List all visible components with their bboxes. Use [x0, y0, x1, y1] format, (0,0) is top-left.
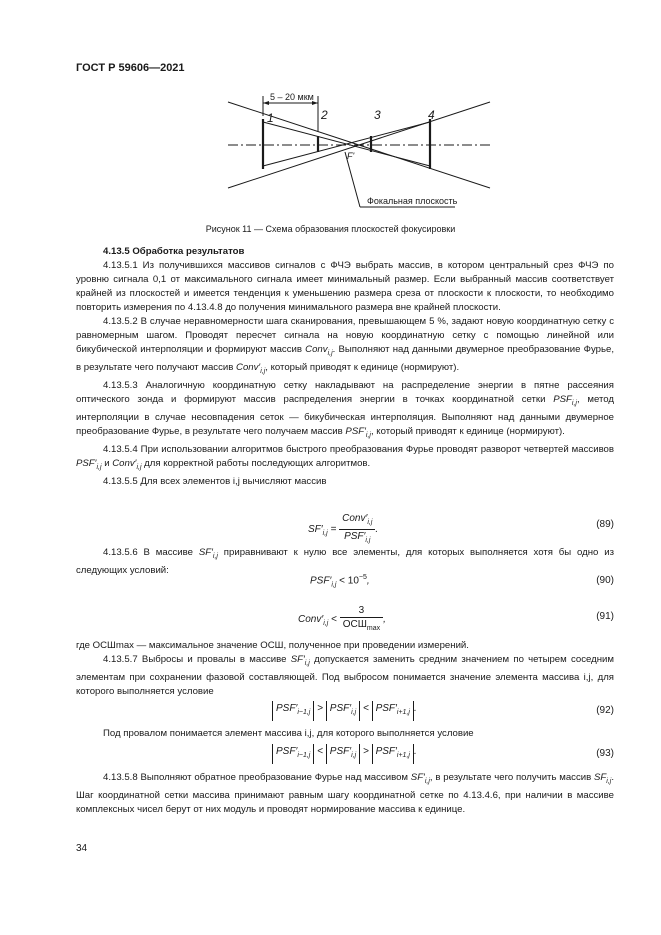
plane-label-4: 4 — [428, 108, 435, 122]
plane-label-1: 1 — [267, 111, 274, 125]
focus-label: F' — [347, 151, 355, 161]
text-block-5 — [76, 771, 614, 817]
plane-label-3: 3 — [374, 108, 381, 122]
equation-91: $Conv'_{i,j}$ < $\frac{3}{ОСШ_{max}}$ , (91) — [298, 605, 614, 632]
figure-caption: Рисунок 11 — Схема образования плоскостей фокусировки — [205, 224, 456, 234]
equation-93: $PSF'_{i-1,j} < PSF'_{i,j} > PSF'_{i+1,j}$ . (93) — [76, 744, 614, 766]
paragraph-4-13-5-1: 4.13.5.1 Из получившихся массивов сигналов с ФЧЭ выбрать массив, в котором центральный срез ФЧЭ по уровню сигнала 0,1 от максимального сигнала имеет минимальный размер. Если выбранный массив соответствует крайней из плоскостей и имеется тенденция к уменьшению размера среза от плоскости к плоскости, то необходимо повторить измерения по 4.13.4.8 до получения минимального размера вне крайней плоскости. — [76, 260, 614, 313]
paragraph-4-13-5-6: 4.13.5.6 В массиве $SF'_{i,j}$ приравнивают к нулю все элементы, для которых выполняется хотя бы одно из следующих условий: — [76, 547, 614, 576]
document-header: ГОСТ Р 59606—2021 — [76, 62, 185, 74]
focal-plane-label: Фокальная плоскость — [367, 196, 458, 206]
trough-definition: Под провалом понимается элемент массива i,j, для которого выполняется условие — [103, 728, 474, 739]
paragraph-4-13-5-7: 4.13.5.7 Выбросы и провалы в массиве $SF'_{i,j}$ допускается заменить средним значением по четырем соседним элементам при сохранении фазовой составляющей. Под выбросом понимается значение элемента массива i,j, для которого выполняется условие — [76, 654, 614, 697]
paragraph-4-13-5-3: 4.13.5.3 Аналогичную координатную сетку накладывают на распределение энергии в пятне рассеяния оптического зонда и формируют массив распределения энергии в точках координатной сетки $PSF_{i,j}$, метод интерполяции в случае несовпадения сеток — бикубическая интерполяция. Выполняют над данными двумерное преобразование Фурье, в результате чего получаем массив $PSF'_{i,j}$, который приводят к единице (нормируют). — [76, 379, 614, 439]
paragraph-4-13-5-2: 4.13.5.2 В случае неравномерности шага сканирования, превышающем 5 %, задают новую координатную сетку с равномерным шагом. Проводят пересчет сигнала на новую координатную сетку с помощью линейной или бикубической интерполяции и формируют массив Conv$_{i,j}$. Выполняют над данными двумерное преобразование Фурье, в результате чего получают массив $Conv'_{i,j}$, который приводят к единице (нормируют). — [76, 316, 614, 375]
paragraph-4-13-5-4: 4.13.5.4 При использовании алгоритмов быстрого преобразования Фурье проводят разворот четвертей массивов $PSF'_{i,j}$ и $Conv'_{i,j}$ для корректной работы последующих алгоритмов. — [76, 443, 614, 471]
equation-89: $SF'_{i,j}$ = $\frac{Conv'_{i,j}}{PSF'_{i,j}}$ . (89) — [308, 513, 614, 544]
focusing-planes-figure — [0, 0, 661, 240]
dimension-label: 5 – 20 мкм — [270, 92, 314, 102]
osh-definition: где ОСШmax — максимальное значение ОСШ, полученное при проведении измерений. — [76, 640, 469, 651]
equation-92: $PSF'_{i-1,j} > PSF'_{i,j} < PSF'_{i+1,j}$ . (92) — [76, 701, 614, 723]
text-block-3 — [76, 639, 614, 699]
text-block-4 — [76, 727, 614, 741]
page-number: 34 — [76, 843, 88, 854]
section-title: 4.13.5 Обработка результатов — [103, 246, 245, 257]
text-block-1 — [76, 245, 614, 489]
paragraph-4-13-5-5: 4.13.5.5 Для всех элементов i,j вычисляют массив — [103, 475, 327, 487]
plane-label-2: 2 — [321, 108, 328, 122]
equation-90: $PSF'_{i,j} < 10^{-5}$, (90) — [310, 574, 614, 589]
paragraph-4-13-5-8: 4.13.5.8 Выполняют обратное преобразование Фурье над массивом $SF'_{i,j}$, в результате чего получить массив $SF_{i,j}$. Шаг координатной сетки массива принимают равным шагу координатной сетке по 4.13.4.6, при наличии в массиве комплексных чисел берут от них модуль и проводят нормирование массива к единице. — [76, 772, 615, 815]
